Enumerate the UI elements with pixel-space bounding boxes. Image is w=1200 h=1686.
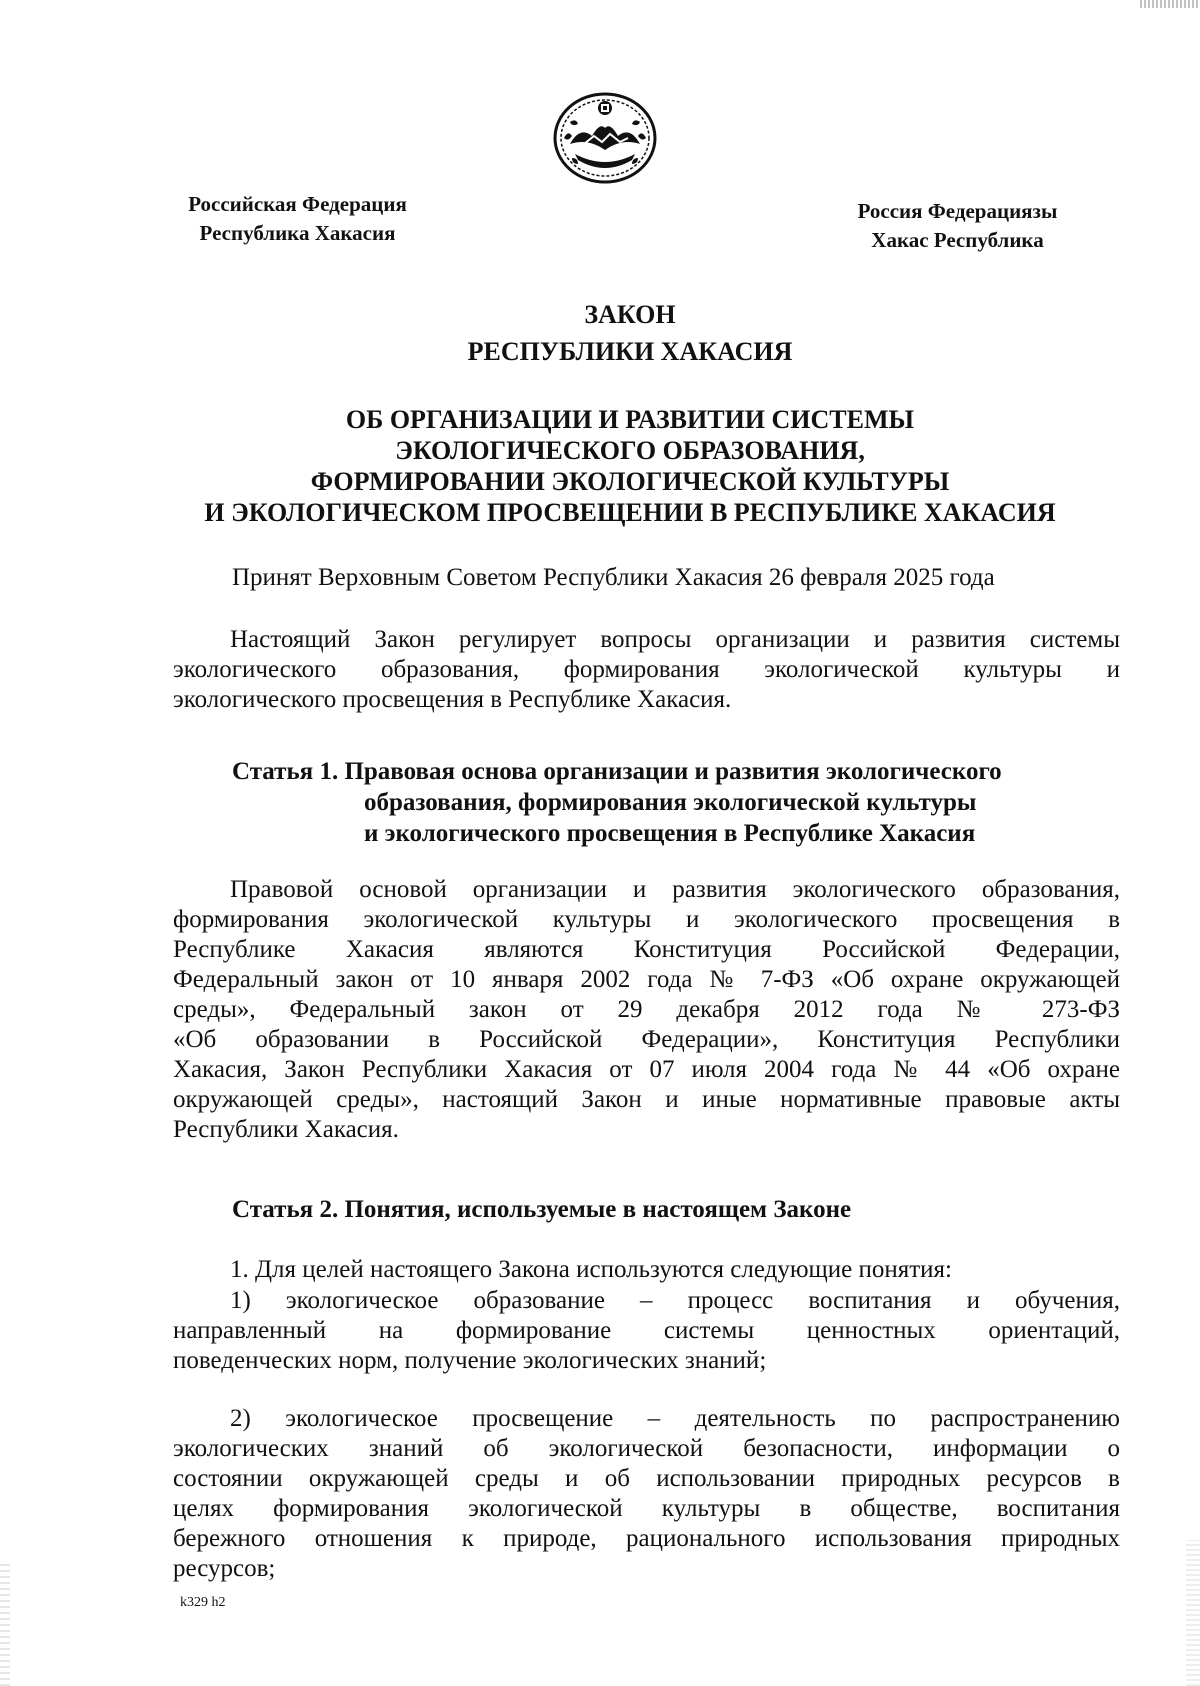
header-left-country: Российская Федерация	[188, 192, 407, 216]
law-subject-line: ФОРМИРОВАНИИ ЭКОЛОГИЧЕСКОЙ КУЛЬТУРЫ	[310, 467, 950, 496]
paragraph-line: состоянии окружающей среды и об использовании природных ресурсов в	[173, 1465, 1120, 1492]
header-right-country: Россия Федерациязы	[857, 199, 1058, 223]
paragraph-line: «Об образовании в Российской Федерации», Конституция Республики	[173, 1026, 1120, 1053]
paragraph-line: целях формирования экологической культуры в обществе, воспитания	[173, 1495, 1120, 1522]
paragraph-line: поведенческих норм, получение экологических знаний;	[173, 1347, 767, 1374]
paragraph-line: 1. Для целей настоящего Закона используются следующие понятия:	[230, 1256, 952, 1283]
paragraph-line: окружающей среды», настоящий Закон и иные нормативные правовые акты	[173, 1086, 1120, 1113]
law-subject-title	[150, 404, 1110, 528]
article-2-heading: Статья 2. Понятия, используемые в настоящем Законе	[232, 1196, 852, 1223]
intro-paragraph	[173, 625, 1120, 715]
paragraph-line: Хакасия, Закон Республики Хакасия от 07 июля 2004 года № 44 «Об охране	[173, 1056, 1120, 1083]
paragraph-line: ресурсов;	[173, 1555, 276, 1582]
paragraph-line: Республике Хакасия являются Конституция Российской Федерации,	[173, 936, 1120, 963]
paragraph-line: экологического просвещения в Республике Хакасия.	[173, 686, 732, 713]
header-left-republic: Республика Хакасия	[199, 221, 396, 245]
header-left	[165, 190, 430, 248]
paragraph-line: экологического образования, формирования экологической культуры и	[173, 656, 1120, 683]
scan-noise-right-edge	[1186, 1540, 1200, 1686]
document-type-title: ЗАКОН	[584, 300, 676, 329]
paragraph-line: 1) экологическое образование – процесс воспитания и обучения,	[230, 1287, 1120, 1314]
paragraph-line: Федеральный закон от 10 января 2002 года № 7-ФЗ «Об охране окружающей	[173, 966, 1120, 993]
article-1-paragraph	[173, 875, 1120, 1145]
law-subject-line: ЭКОЛОГИЧЕСКОГО ОБРАЗОВАНИЯ,	[395, 436, 865, 465]
paragraph-line: Республики Хакасия.	[173, 1116, 399, 1143]
paragraph-line: направленный на формирование системы ценностных ориентаций,	[173, 1317, 1120, 1344]
article-heading-line: Статья 1. Правовая основа организации и развития экологического	[232, 758, 1002, 785]
header-right-republic: Хакас Республика	[871, 228, 1044, 252]
article-1-heading	[232, 756, 1002, 849]
scan-noise-left-edge	[0, 1560, 10, 1686]
scan-noise-top-right	[1140, 0, 1200, 8]
document-issuer-title: РЕСПУБЛИКИ ХАКАСИЯ	[467, 337, 793, 366]
law-subject-line: ОБ ОРГАНИЗАЦИИ И РАЗВИТИИ СИСТЕМЫ	[345, 405, 915, 434]
article-heading-line: образования, формирования экологической культуры	[364, 789, 977, 816]
definition-1	[173, 1286, 1120, 1376]
coat-of-arms-emblem-icon	[550, 92, 660, 184]
paragraph-line: 2) экологическое просвещение – деятельность по распространению	[230, 1405, 1120, 1432]
paragraph-line: среды», Федеральный закон от 29 декабря 2012 года № 273-ФЗ	[173, 996, 1120, 1023]
definition-2	[173, 1404, 1120, 1584]
document-footer-code: k329 h2	[180, 1595, 226, 1610]
paragraph-line: экологических знаний об экологической безопасности, информации о	[173, 1435, 1120, 1462]
paragraph-line: формирования экологической культуры и экологического просвещения в	[173, 906, 1120, 933]
paragraph-line: Правовой основой организации и развития экологического образования,	[230, 876, 1120, 903]
paragraph-line: бережного отношения к природе, рационального использования природных	[173, 1525, 1120, 1552]
header-right	[835, 197, 1080, 255]
paragraph-line: Настоящий Закон регулирует вопросы организации и развития системы	[230, 626, 1120, 653]
law-subject-line: И ЭКОЛОГИЧЕСКОМ ПРОСВЕЩЕНИИ В РЕСПУБЛИКЕ ХАКАСИЯ	[204, 498, 1056, 527]
article-2-intro	[173, 1255, 1120, 1285]
article-heading-line: и экологического просвещения в Республике Хакасия	[364, 820, 976, 847]
adoption-statement: Принят Верховным Советом Республики Хакасия 26 февраля 2025 года	[232, 564, 995, 591]
